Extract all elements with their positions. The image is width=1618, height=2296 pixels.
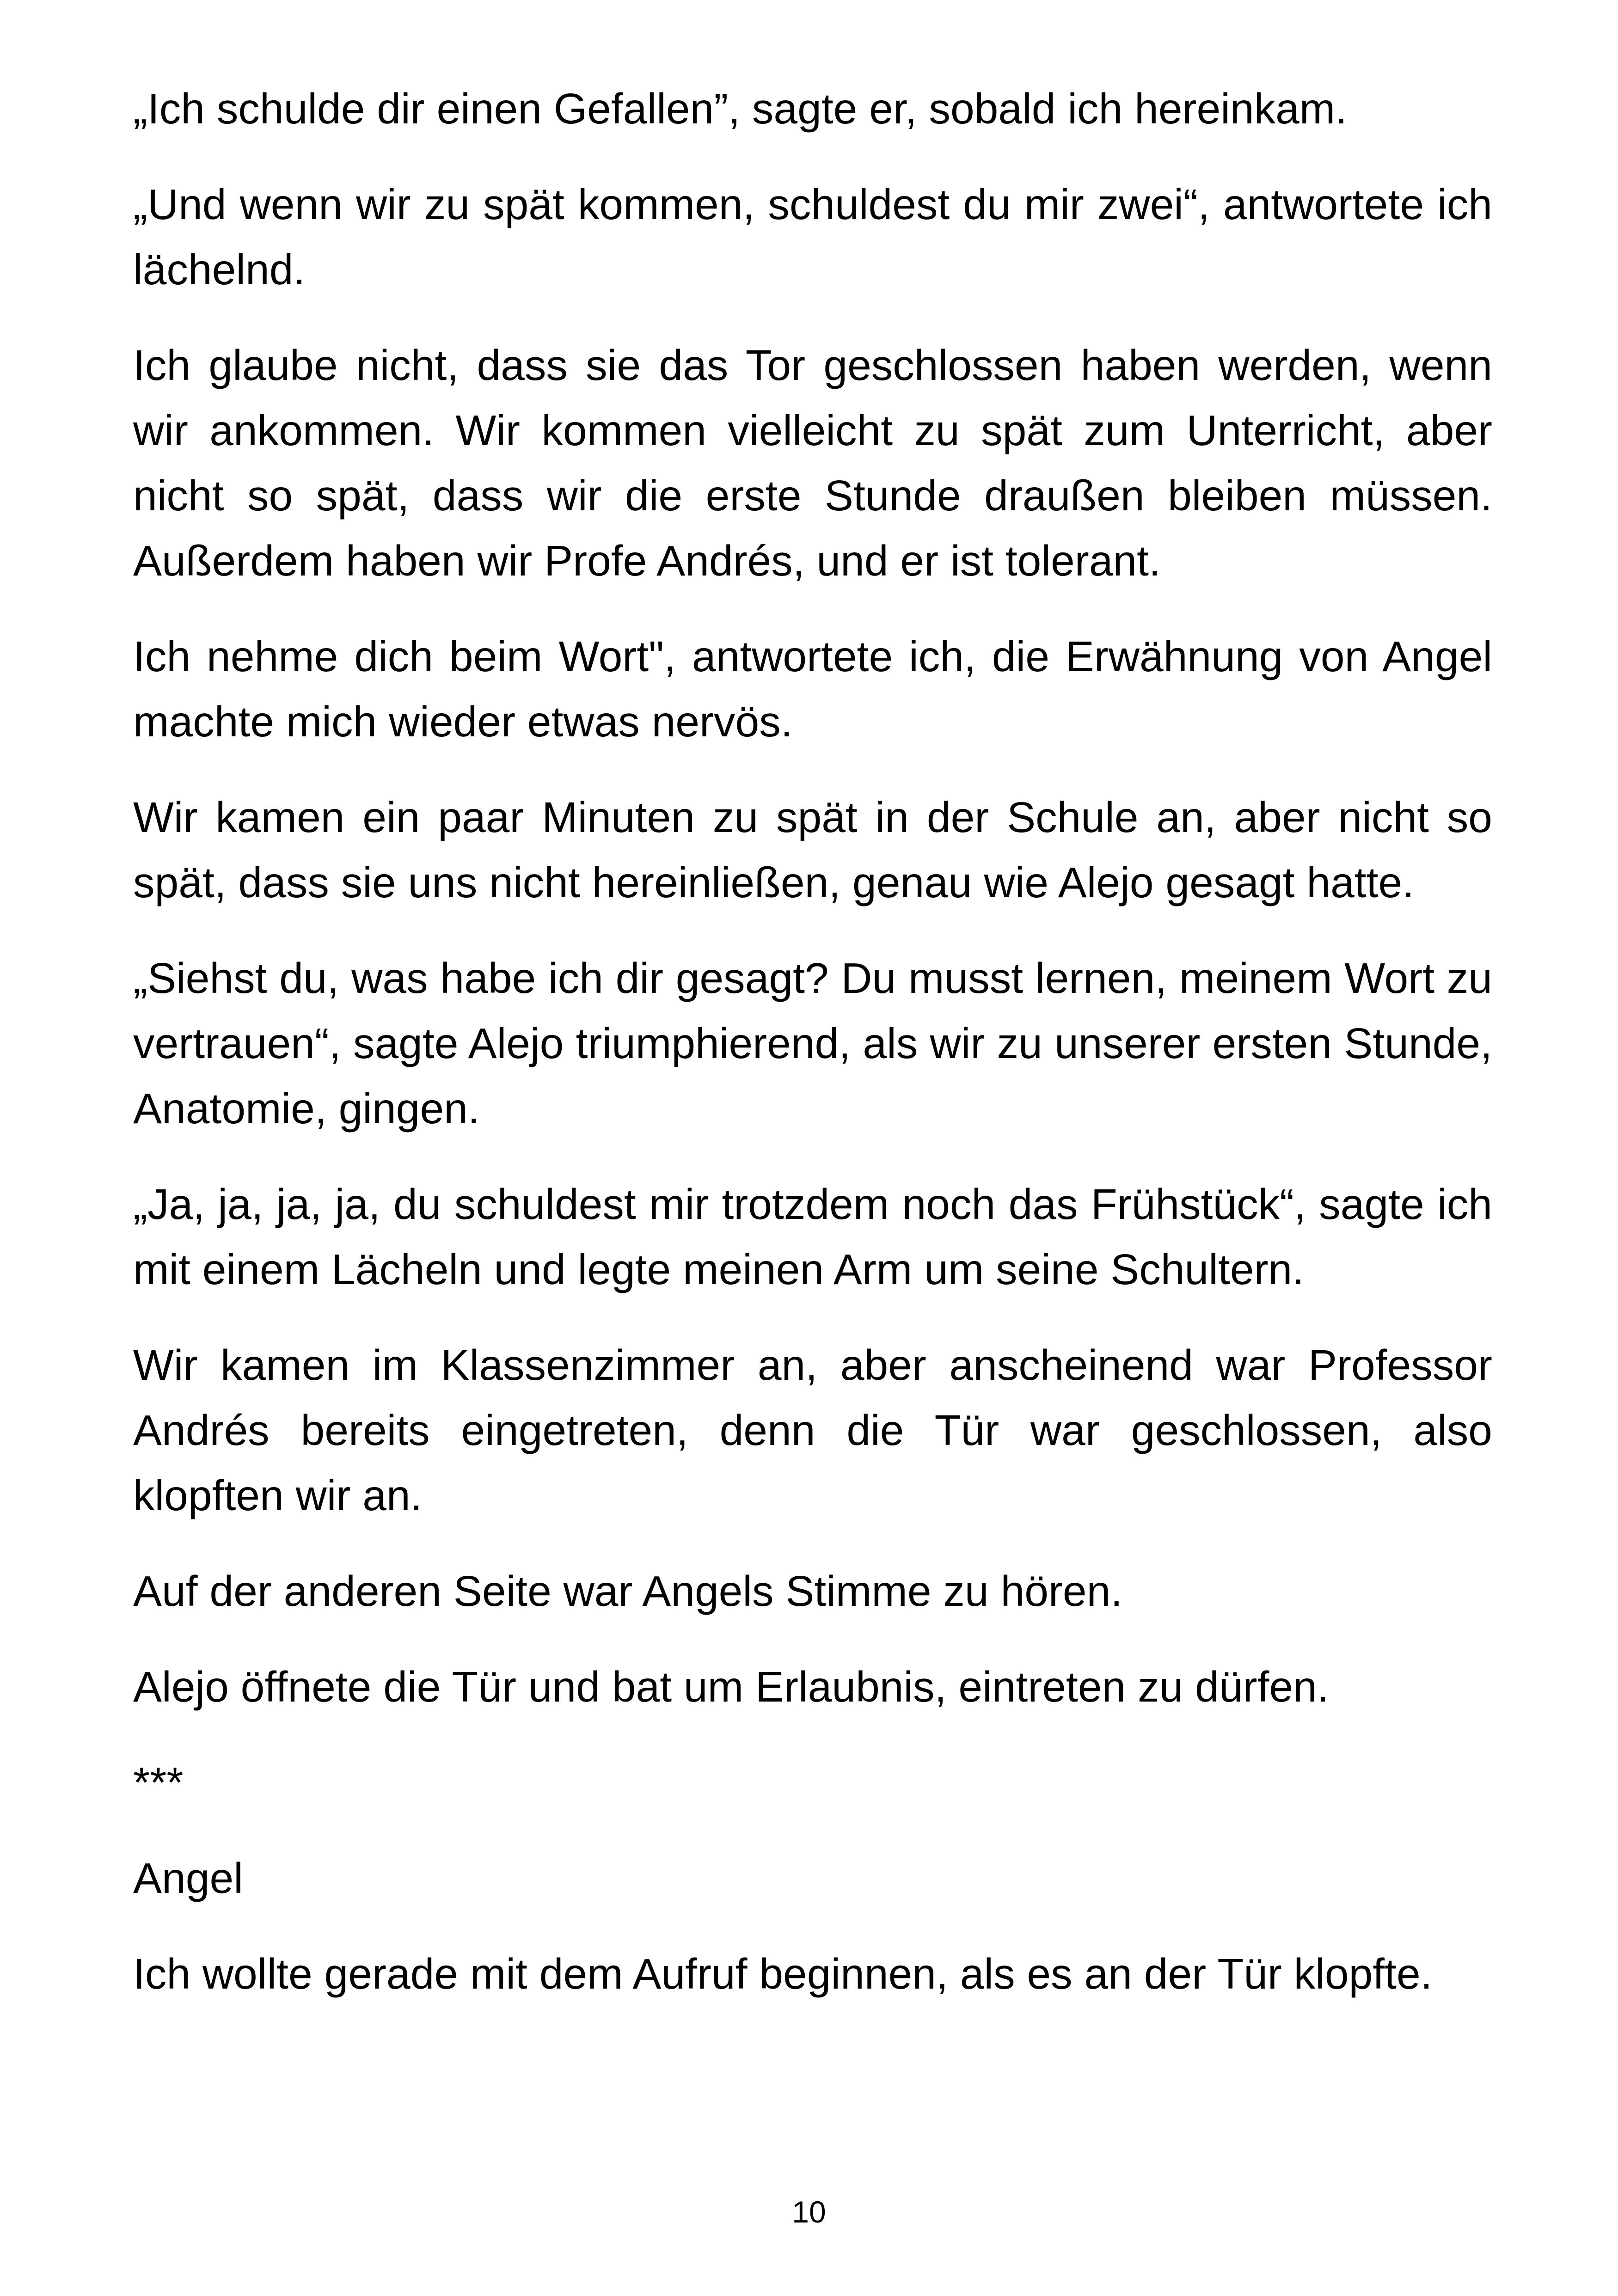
paragraph: „Und wenn wir zu spät kommen, schuldest du mir zwei“, antwortete ich lächelnd. bbox=[133, 180, 1492, 294]
scene-break: *** bbox=[133, 1758, 184, 1806]
paragraph: Ich glaube nicht, dass sie das Tor geschlossen haben werden, wenn wir ankommen. Wir kommen vielleicht zu spät zum Unterricht, aber nicht so spät, dass wir die erste Stunde draußen bleiben müssen. Außerdem haben wir Profe Andrés, und er ist tolerant. bbox=[133, 341, 1492, 585]
paragraph: Wir kamen ein paar Minuten zu spät in der Schule an, aber nicht so spät, dass sie uns nicht hereinließen, genau wie Alejo gesagt hatte. bbox=[133, 793, 1492, 906]
page-body bbox=[133, 76, 1492, 2037]
paragraph: Alejo öffnete die Tür und bat um Erlaubnis, eintreten zu dürfen. bbox=[133, 1663, 1329, 1711]
paragraph: „Siehst du, was habe ich dir gesagt? Du musst lernen, meinem Wort zu vertrauen“, sagte Alejo triumphierend, als wir zu unserer ersten Stunde, Anatomie, gingen. bbox=[133, 954, 1492, 1133]
section-heading: Angel bbox=[133, 1854, 243, 1902]
paragraph: Ich nehme dich beim Wort", antwortete ich, die Erwähnung von Angel machte mich wieder etwas nervös. bbox=[133, 632, 1492, 746]
paragraph: Ich wollte gerade mit dem Aufruf beginnen, als es an der Tür klopfte. bbox=[133, 1950, 1433, 1998]
paragraph: „Ja, ja, ja, ja, du schuldest mir trotzdem noch das Frühstück“, sagte ich mit einem Lächeln und legte meinen Arm um seine Schultern. bbox=[133, 1180, 1492, 1293]
paragraph: „Ich schulde dir einen Gefallen”, sagte er, sobald ich hereinkam. bbox=[133, 85, 1348, 133]
paragraph: Wir kamen im Klassenzimmer an, aber anscheinend war Professor Andrés bereits eingetreten, denn die Tür war geschlossen, also klopften wir an. bbox=[133, 1341, 1492, 1519]
paragraph: Auf der anderen Seite war Angels Stimme zu hören. bbox=[133, 1567, 1123, 1615]
page-number: 10 bbox=[792, 2195, 826, 2229]
